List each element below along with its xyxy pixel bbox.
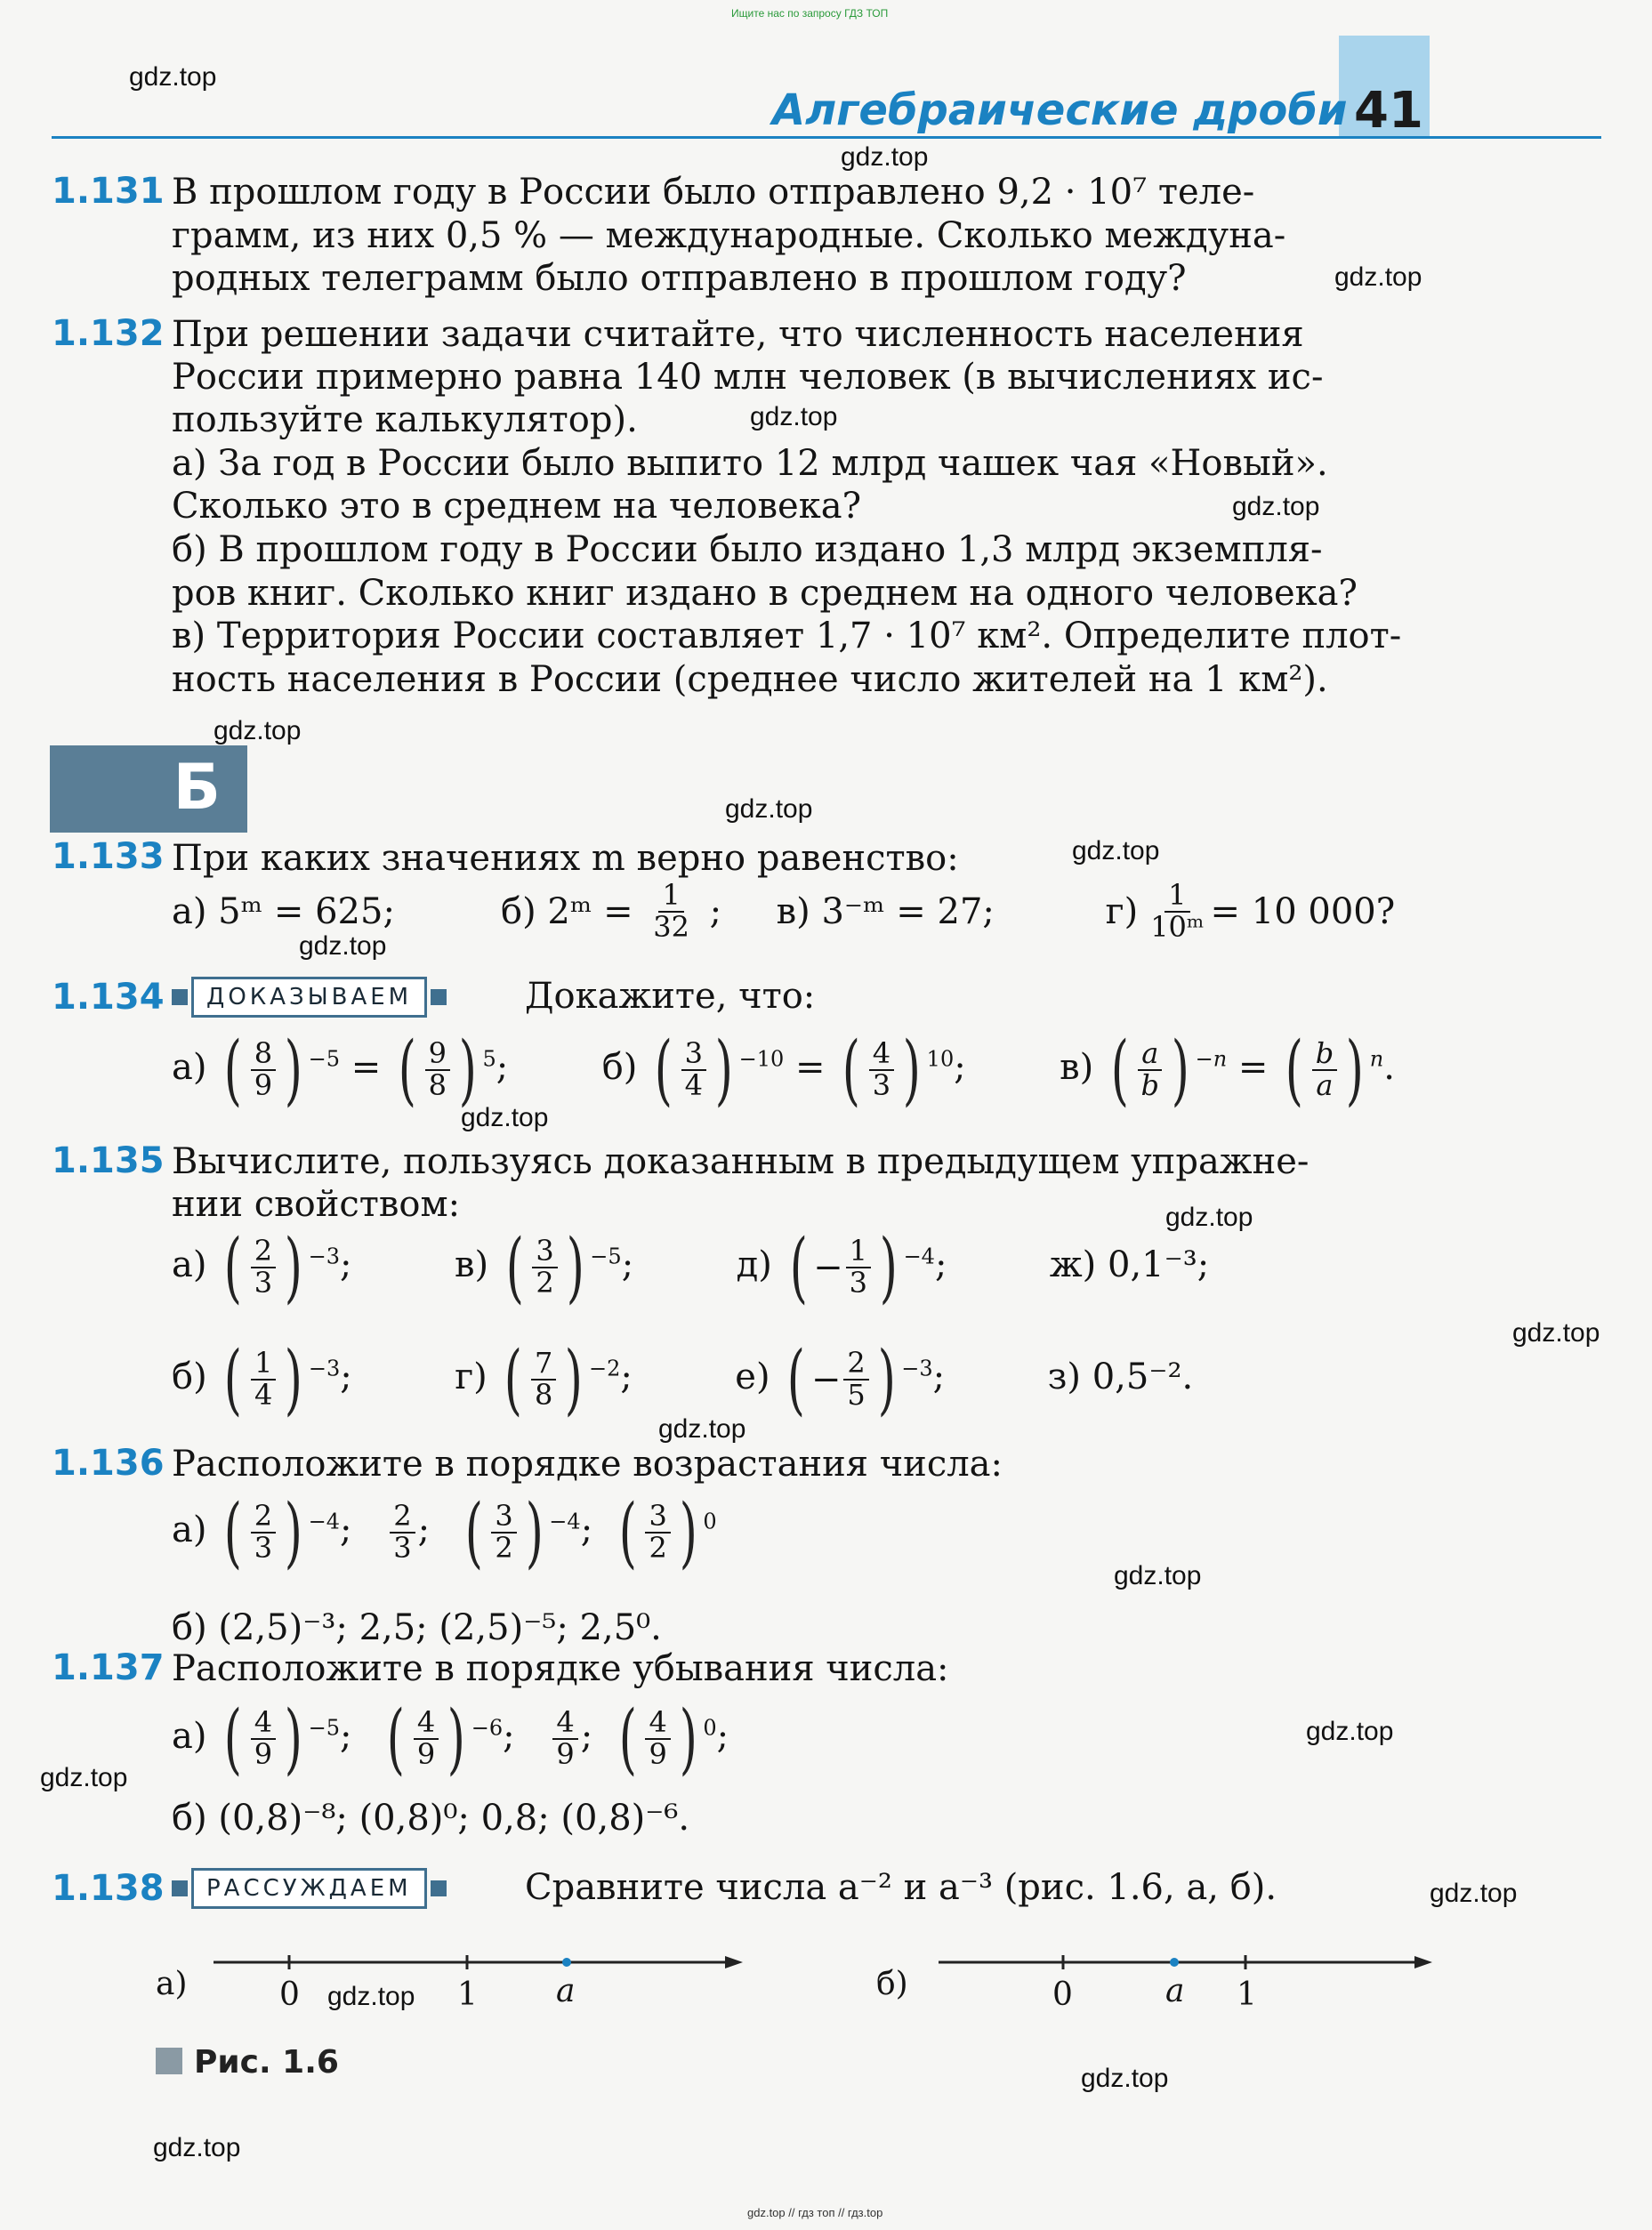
watermark: gdz.top	[299, 931, 387, 961]
problem-text: При решении задачи считайте, что численность населения	[172, 314, 1304, 355]
problem-number: 1.138	[52, 1868, 165, 1909]
problem-answers: б) ( $\frac{1}{4}$ ) $^{-3}$; г) ( $\frac{7}{8}$ ) $^{-2}$; е) ( − $\frac{2}{5}$ ) $^{-3}$; з) 0,5⁻².	[172, 1335, 1194, 1424]
tick-label: 1	[457, 1976, 478, 2013]
problem-number: 1.137	[52, 1647, 165, 1688]
problem-number: 1.135	[52, 1140, 165, 1181]
watermark: gdz.top	[1306, 1717, 1394, 1746]
figure-label-b: б)	[876, 1966, 908, 2002]
problem-text: Докажите, что:	[525, 976, 816, 1017]
problem-text: При каких значениях m верно равенство:	[172, 838, 959, 879]
problem-number: 1.134	[52, 977, 165, 1018]
watermark: gdz.top	[725, 794, 813, 824]
problem-answers: а) ( $\frac{2}{3}$ ) $^{-3}$; в) ( $\frac{3}{2}$ ) $^{-5}$; д) ( − $\frac{1}{3}$ ) $^{-4}$; ж) 0,1⁻³;	[172, 1223, 1210, 1312]
section-letter: Б	[173, 751, 221, 824]
item-a: а) 5ᵐ = 625;	[172, 890, 395, 932]
problem-number: 1.136	[52, 1443, 165, 1484]
proving-badge: ДОКАЗЫВАЕМ	[172, 977, 447, 1018]
watermark: gdz.top	[1334, 262, 1422, 292]
watermark: gdz.top	[1165, 1203, 1253, 1232]
item-a: а)	[172, 1047, 207, 1088]
watermark: gdz.top	[658, 1414, 746, 1444]
problem-text: Вычислите, пользуясь доказанным в предыдущем упражне-	[172, 1141, 1310, 1182]
problem-text: пользуйте калькулятор).	[172, 399, 638, 440]
problem-text: России примерно равна 140 млн человек (в вычислениях ис-	[172, 357, 1324, 398]
watermark: gdz.top	[750, 402, 838, 431]
problem-answers: а) 5ᵐ = 625; б) 2ᵐ = $\frac{1}{32}$ ; в) 3⁻ᵐ = 27; г) $\frac{1}{\text{10ᵐ}}$ = 10 000?	[172, 878, 1396, 944]
problem-text: В прошлом году в России было отправлено 9,2 · 10⁷ теле-	[172, 172, 1255, 213]
watermark: gdz.top	[1072, 836, 1160, 865]
chapter-title: Алгебраические дроби	[772, 85, 1348, 135]
watermark: gdz.top	[129, 62, 217, 92]
problem-text: б) (0,8)⁻⁸; (0,8)⁰; 0,8; (0,8)⁻⁶.	[172, 1798, 690, 1839]
problem-text: Сколько это в среднем на человека?	[172, 486, 862, 527]
problem-answers: а) ( $\frac{2}{3}$ ) $^{-4}$; $\frac{2}{3}$ ; ( $\frac{3}{2}$ ) $^{-4}$; ( $\frac{3}{2}$ ) $^0$	[172, 1488, 717, 1577]
top-watermark: Ищите нас по запросу ГДЗ ТОП	[731, 7, 889, 20]
watermark: gdz.top	[1430, 1879, 1518, 1908]
problem-text: б) (2,5)⁻³; 2,5; (2,5)⁻⁵; 2,5⁰.	[172, 1607, 662, 1648]
problem-answers: а) ( $\frac{4}{9}$ ) $^{-5}$; ( $\frac{4}{9}$ ) $^{-6}$; $\frac{4}{9}$ ; ( $\frac{4}{9}$ ) $^0$;	[172, 1695, 729, 1783]
problem-text: родных телеграмм было отправлено в прошлом году?	[172, 258, 1187, 299]
problem-text: грамм, из них 0,5 % — международные. Сколько междуна-	[172, 215, 1286, 256]
item-c: в) 3⁻ᵐ = 27;	[776, 890, 995, 932]
watermark: gdz.top	[327, 1982, 415, 2011]
problem-number: 1.131	[52, 171, 165, 212]
watermark: gdz.top	[1512, 1318, 1600, 1348]
problem-text: в) Территория России составляет 1,7 · 10⁷ км². Определите плот-	[172, 616, 1402, 656]
page-number: 41	[1354, 82, 1423, 140]
figure-label-a: а)	[156, 1966, 188, 2002]
problem-text: Расположите в порядке возрастания числа:	[172, 1444, 1003, 1485]
watermark: gdz.top	[214, 716, 302, 745]
watermark: gdz.top	[1114, 1561, 1202, 1590]
problem-text: ров книг. Сколько книг издано в среднем на одного человека?	[172, 573, 1358, 614]
problem-number: 1.133	[52, 836, 165, 877]
problem-text: б) В прошлом году в России было издано 1,3 млрд экземпля-	[172, 529, 1323, 570]
problem-text: ность населения в России (среднее число жителей на 1 км²).	[172, 659, 1328, 700]
problem-answers: а) ( $\frac{8}{9}$ ) $^{-5}$ = ( $\frac{9}{8}$ ) $^5$; б) ( $\frac{3}{4}$ ) $^{-10}$ = ( $\frac{4}{3}$ ) $^{10}$; в) ( $\frac{a}{b}$ ) $^{-n}$ = ( $\frac{b}{a}$ ) $^n$.	[172, 1026, 1395, 1115]
figure-caption: Рис. 1.6	[194, 2044, 339, 2081]
tick-label: 0	[279, 1976, 300, 2013]
watermark: gdz.top	[153, 2133, 241, 2162]
item-b: б)	[601, 1047, 638, 1088]
item-d: г)	[1105, 890, 1139, 932]
problem-text: Расположите в порядке убывания числа:	[172, 1648, 949, 1689]
watermark: gdz.top	[461, 1103, 549, 1132]
watermark: gdz.top	[1232, 492, 1320, 521]
watermark: gdz.top	[1081, 2064, 1169, 2093]
problem-text: нии свойством:	[172, 1184, 461, 1225]
tick-label: 1	[1237, 1976, 1257, 2013]
item-c: в)	[1060, 1047, 1094, 1088]
reasoning-badge: РАССУЖДАЕМ	[172, 1868, 447, 1909]
tick-label: 0	[1052, 1976, 1073, 2013]
problem-text: Сравните числа a⁻² и a⁻³ (рис. 1.6, а, б).	[525, 1867, 1277, 1908]
watermark: gdz.top	[841, 142, 929, 172]
tick-label: a	[1165, 1973, 1185, 2009]
problem-text: а) За год в России было выпито 12 млрд чашек чая «Новый».	[172, 443, 1328, 484]
tick-label: a	[556, 1973, 576, 2009]
footer-watermark: gdz.top // гдз топ // гдз.top	[747, 2206, 883, 2219]
watermark: gdz.top	[40, 1763, 128, 1792]
fraction: $\frac{1}{32}$	[653, 878, 689, 944]
item-d-rhs: = 10 000?	[1210, 890, 1396, 932]
fraction: $\frac{1}{\text{10ᵐ}}$	[1150, 878, 1205, 944]
problem-number: 1.132	[52, 313, 165, 354]
caption-marker	[156, 2048, 182, 2074]
item-b: б) 2ᵐ =	[501, 890, 633, 932]
section-marker	[50, 745, 247, 833]
number-line-b	[934, 1939, 1441, 2037]
